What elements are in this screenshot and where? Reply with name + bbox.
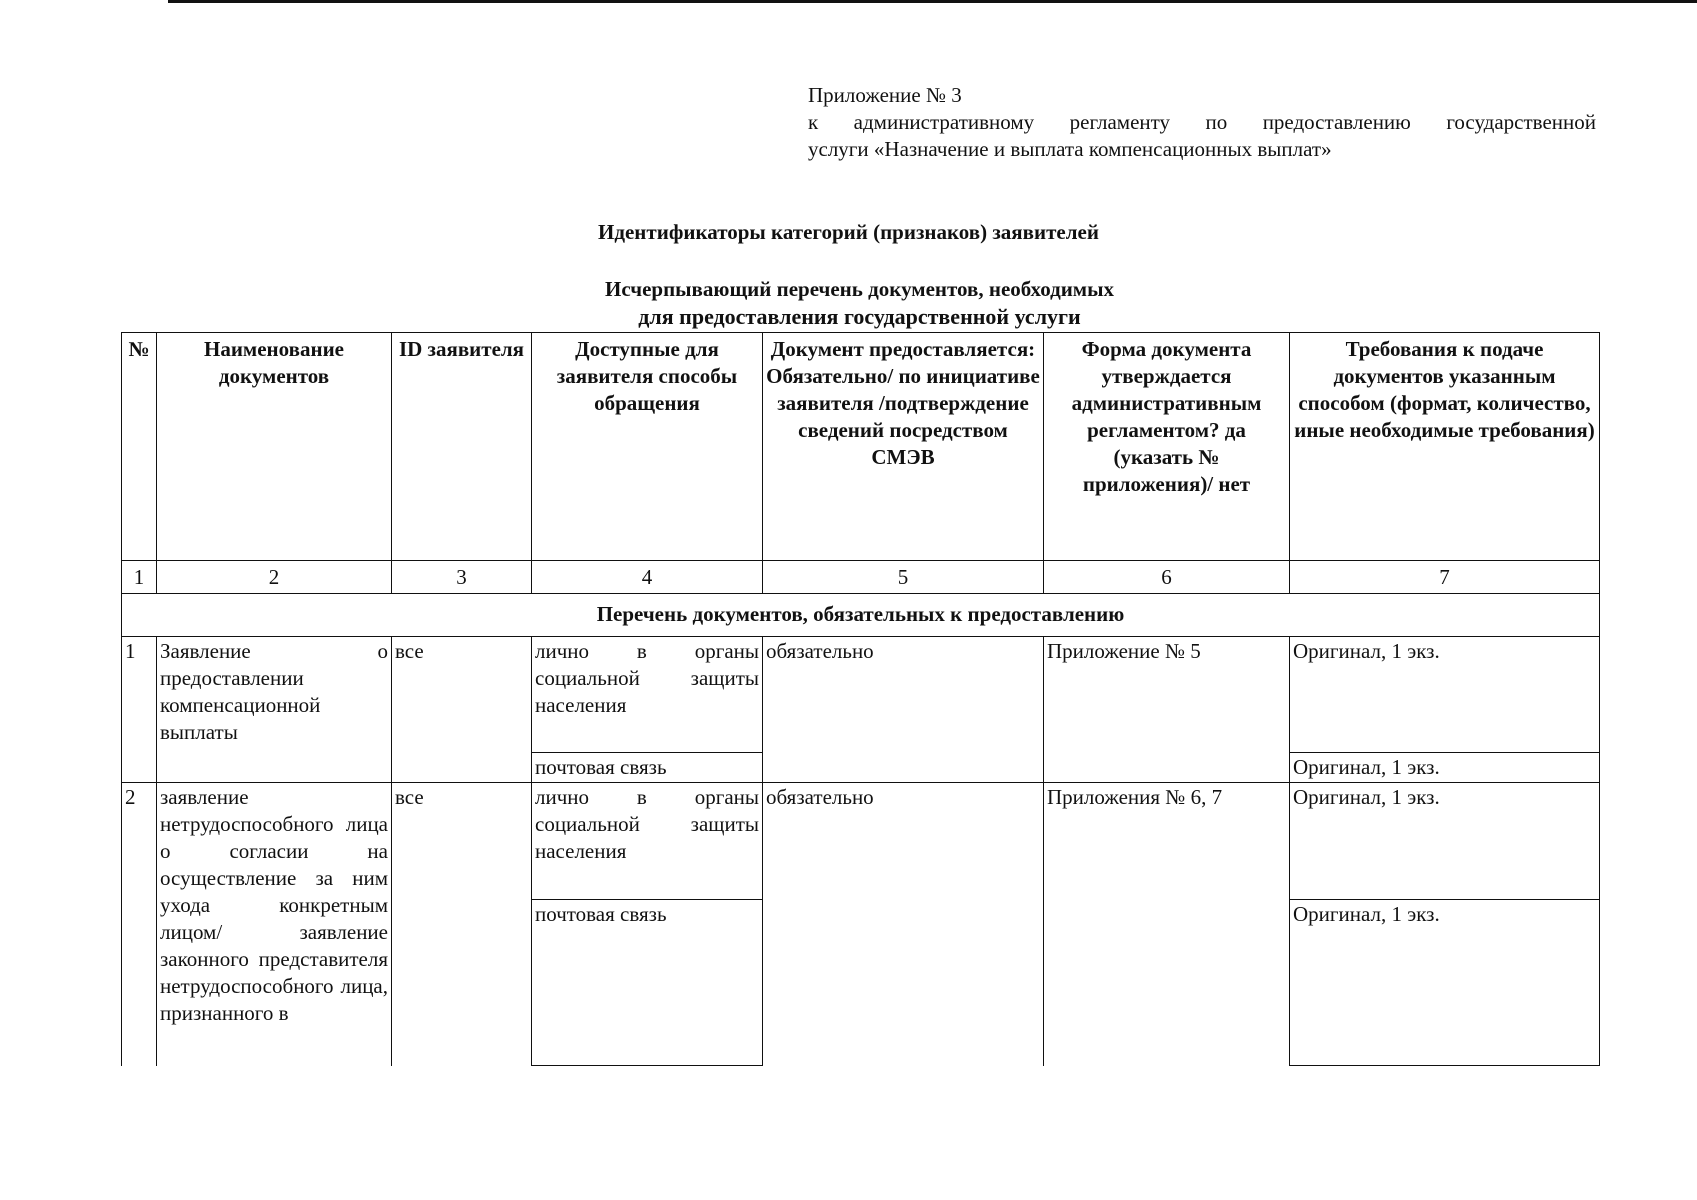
header-row <box>122 333 1600 561</box>
annex-line-1: Приложение № 3 <box>808 83 962 107</box>
row-number: 1 <box>122 637 157 783</box>
header-num: № <box>122 333 157 561</box>
requirements-cell <box>1290 783 1600 1066</box>
requirements-cell <box>1290 637 1600 783</box>
column-number-row <box>122 561 1600 594</box>
form-approval: Приложения № 6, 7 <box>1044 783 1290 1066</box>
col-number: 7 <box>1290 561 1600 594</box>
provision-type: обязательно <box>763 783 1044 1066</box>
col-number: 3 <box>392 561 532 594</box>
row-number: 2 <box>122 783 157 1066</box>
requirement-in-person: Оригинал, 1 экз. <box>1290 783 1599 900</box>
header-requirements: Требования к подаче документов указанным способом (формат, количество, иные необходимые требования) <box>1290 333 1600 561</box>
list-title-line-2: для предоставления государственной услуги <box>638 304 1081 329</box>
table-row <box>122 783 1600 1066</box>
requirement-post: Оригинал, 1 экз. <box>1293 902 1440 926</box>
applicant-id: все <box>392 637 532 783</box>
methods-cell <box>532 783 763 1066</box>
identifiers-title: Идентификаторы категорий (признаков) заявителей <box>598 220 1099 244</box>
documents-table <box>121 332 1600 1066</box>
requirement-in-person: Оригинал, 1 экз. <box>1290 637 1599 753</box>
list-title-line-1: Исчерпывающий перечень документов, необходимых <box>604 277 1115 301</box>
col-number: 6 <box>1044 561 1290 594</box>
document-name: Заявление о предоставлении компенсационной выплаты <box>157 637 392 783</box>
annex-block <box>808 82 1596 163</box>
form-approval: Приложение № 5 <box>1044 637 1290 783</box>
annex-line-3: услуги «Назначение и выплата компенсационных выплат» <box>808 137 1332 161</box>
requirement-post: Оригинал, 1 экз. <box>1293 755 1440 779</box>
section-title: Перечень документов, обязательных к предоставлению <box>122 594 1600 637</box>
method-in-person: лично в органы социальной защиты населения <box>532 637 762 753</box>
header-provision: Документ предоставляется: Обязательно/ по инициативе заявителя /подтверждение сведений посредством СМЭВ <box>763 333 1044 561</box>
table-row <box>122 637 1600 783</box>
header-form: Форма документа утверждается административным регламентом? да (указать № приложения)/ нет <box>1044 333 1290 561</box>
method-in-person: лично в органы социальной защиты населения <box>532 783 762 900</box>
method-post: почтовая связь <box>535 902 667 926</box>
col-number: 5 <box>763 561 1044 594</box>
col-number: 2 <box>157 561 392 594</box>
document-name: заявление нетрудоспособного лица о согласии на осуществление за ним ухода конкретным лицом/ заявление законного представителя нетрудоспособного лица, признанного в <box>157 783 392 1066</box>
method-post: почтовая связь <box>535 755 667 779</box>
header-applicant-id: ID заявителя <box>392 333 532 561</box>
annex-line-2: к административному регламенту по предоставлению государственной <box>808 110 1596 134</box>
applicant-id: все <box>392 783 532 1066</box>
header-methods: Доступные для заявителя способы обращения <box>532 333 763 561</box>
top-rule <box>168 0 1697 3</box>
provision-type: обязательно <box>763 637 1044 783</box>
header-doc-name: Наименование документов <box>157 333 392 561</box>
methods-cell <box>532 637 763 783</box>
section-row <box>122 594 1600 637</box>
col-number: 1 <box>122 561 157 594</box>
col-number: 4 <box>532 561 763 594</box>
